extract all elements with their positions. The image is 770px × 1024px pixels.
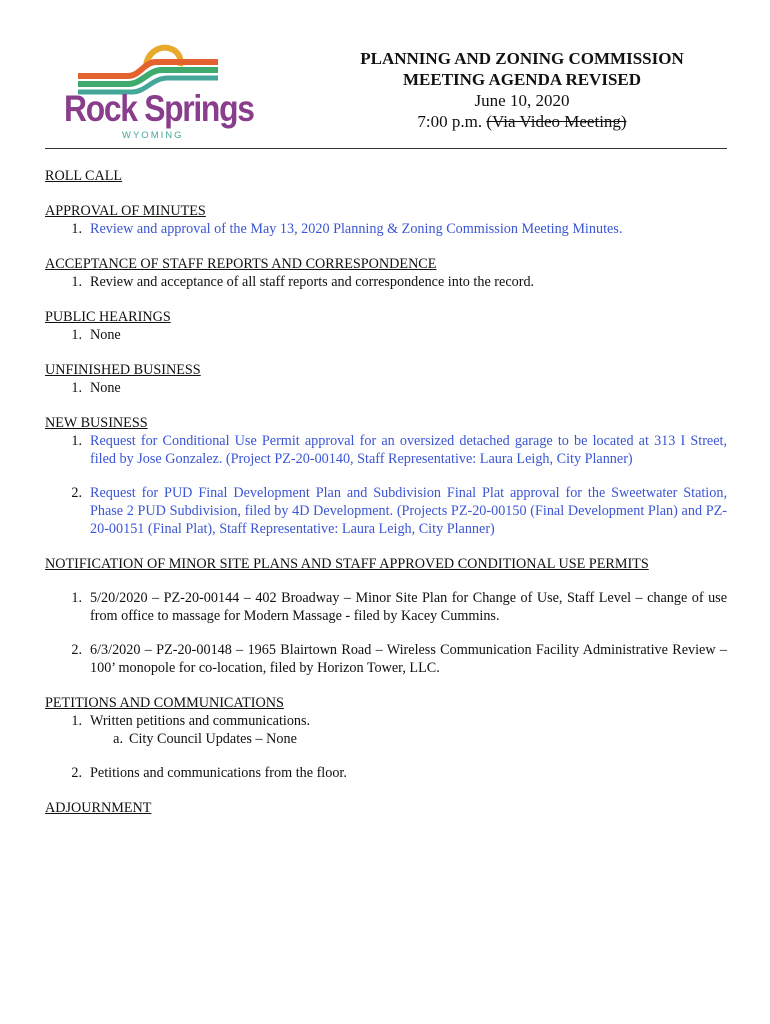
notification-item-2: 6/3/2020 – PZ-20-00148 – 1965 Blairtown Road – Wireless Communication Facility Administrative Review – 100’ monopole for co-location, filed by Horizon Tower, LLC.	[90, 642, 727, 676]
logo-name: Rock Springs	[64, 88, 254, 129]
header-subtitle: MEETING AGENDA REVISED	[402, 70, 642, 89]
header-time: 7:00 p.m.	[417, 112, 483, 131]
adjournment-heading: ADJOURNMENT	[45, 800, 152, 816]
list-item: 2. Request for PUD Final Development Plan and Subdivision Final Plat approval for the Sweetwater Station, Phase 2 PUD Subdivision, filed by 4D Development. (Projects PZ-20-00150 (Final Development Plan) and PZ-20-00151 (Final Plat), Staff Representative: Laura Leigh, City Planner)	[71, 485, 727, 537]
list-item: 1. 5/20/2020 – PZ-20-00144 – 402 Broadway – Minor Site Plan for Change of Use, Staff Level – change of use from office to massage for Modern Massage - filed by Kacey Cummins.	[71, 590, 727, 624]
list-item: 1. None	[45, 379, 727, 397]
notification-item-1: 5/20/2020 – PZ-20-00144 – 402 Broadway – Minor Site Plan for Change of Use, Staff Level – change of use from office to massage for Modern Massage - filed by Kacey Cummins.	[90, 590, 727, 624]
agenda-header	[318, 48, 726, 132]
public-hearings-item-1: None	[90, 327, 121, 343]
staff-reports-heading: ACCEPTANCE OF STAFF REPORTS AND CORRESPONDENCE	[45, 256, 437, 272]
petitions-heading: PETITIONS AND COMMUNICATIONS	[45, 695, 284, 711]
header-title: PLANNING AND ZONING COMMISSION	[360, 49, 684, 68]
public-hearings-heading: PUBLIC HEARINGS	[45, 309, 171, 325]
list-item: 2. 6/3/2020 – PZ-20-00148 – 1965 Blairtown Road – Wireless Communication Facility Administrative Review – 100’ monopole for co-location, filed by Horizon Tower, LLC.	[71, 642, 727, 676]
list-item: 1. Review and acceptance of all staff reports and correspondence into the record.	[45, 273, 727, 291]
list-item: 2. Petitions and communications from the floor.	[45, 764, 727, 782]
list-item: a. City Council Updates – None	[45, 730, 727, 748]
header-divider	[45, 148, 727, 149]
list-item: 1. None	[45, 326, 727, 344]
new-business-item-1: Request for Conditional Use Permit approval for an oversized detached garage to be located at 313 I Street, filed by Jose Gonzalez. (Project PZ-20-00140, Staff Representative: Laura Leigh, City Planner)	[90, 433, 727, 467]
header-struck-note: (Via Video Meeting)	[486, 112, 627, 131]
minutes-heading: APPROVAL OF MINUTES	[45, 203, 206, 219]
notification-heading: NOTIFICATION OF MINOR SITE PLANS AND STAFF APPROVED CONDITIONAL USE PERMITS	[45, 556, 649, 572]
petitions-item-2: Petitions and communications from the floor.	[90, 765, 347, 781]
staff-reports-item-1: Review and acceptance of all staff reports and correspondence into the record.	[90, 274, 535, 290]
petitions-subitem-a: City Council Updates – None	[129, 731, 297, 747]
list-item: 1. Review and approval of the May 13, 2020 Planning & Zoning Commission Meeting Minutes.	[45, 220, 727, 238]
roll-call-heading: ROLL CALL	[45, 168, 123, 184]
list-item: 1. Written petitions and communications.	[45, 712, 727, 730]
unfinished-business-item-1: None	[90, 380, 121, 396]
header-date: June 10, 2020	[474, 91, 570, 110]
petitions-item-1: Written petitions and communications.	[90, 713, 311, 729]
unfinished-business-heading: UNFINISHED BUSINESS	[45, 362, 201, 378]
header-time-line	[318, 111, 726, 132]
new-business-item-2: Request for PUD Final Development Plan and Subdivision Final Plat approval for the Sweetwater Station, Phase 2 PUD Subdivision, filed by 4D Development. (Projects PZ-20-00150 (Final Development Plan) and PZ-20-00151 (Final Plat), Staff Representative: Laura Leigh, City Planner)	[90, 485, 727, 537]
list-item: 1. Request for Conditional Use Permit approval for an oversized detached garage to be located at 313 I Street, filed by Jose Gonzalez. (Project PZ-20-00140, Staff Representative: Laura Leigh, City Planner)	[71, 433, 727, 467]
new-business-heading: NEW BUSINESS	[45, 415, 148, 431]
rock-springs-logo	[58, 42, 254, 152]
minutes-item-1: Review and approval of the May 13, 2020 Planning & Zoning Commission Meeting Minutes.	[90, 221, 623, 237]
logo-subtitle: WYOMING	[122, 130, 184, 141]
agenda-body	[45, 167, 727, 817]
